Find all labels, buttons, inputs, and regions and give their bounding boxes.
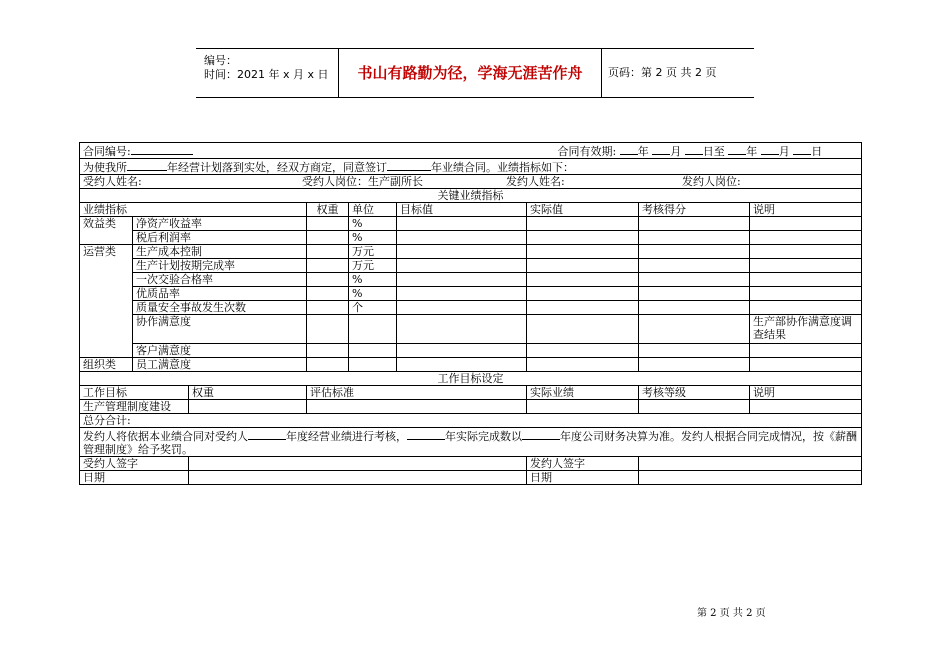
- kpi-name: 协作满意度: [133, 315, 307, 344]
- period-day1-field[interactable]: [685, 143, 703, 155]
- kpi-title-row: [80, 189, 862, 203]
- issuer-post-label: 发约人岗位:: [682, 175, 741, 188]
- kpi-weight-cell[interactable]: [307, 358, 349, 372]
- statement-part3: 年实际完成数以: [445, 430, 522, 443]
- header-slogan: 书山有路勤为径，学海无涯苦作舟: [338, 49, 602, 97]
- kpi-header-unit: 单位: [349, 203, 397, 217]
- work-criteria-cell[interactable]: [307, 400, 527, 414]
- kpi-target-cell[interactable]: [397, 344, 527, 358]
- work-goal: 生产管理制度建设: [80, 400, 189, 414]
- kpi-unit: 万元: [349, 259, 397, 273]
- issuer-date-label: 日期: [527, 471, 639, 485]
- assignee-date-label: 日期: [80, 471, 189, 485]
- period-day1-label: 日至: [702, 145, 725, 158]
- period-day2-label: 日: [811, 145, 823, 158]
- statement-part4: 年度公司财务决算为准。发约人根据合同完成情况，按《薪酬管理制度》给予奖罚。: [83, 430, 857, 456]
- kpi-actual-cell[interactable]: [527, 245, 639, 259]
- kpi-row: [80, 301, 862, 315]
- work-actual-cell[interactable]: [527, 400, 639, 414]
- period-day2-field[interactable]: [793, 143, 811, 155]
- kpi-note: [750, 217, 862, 231]
- kpi-unit: [349, 315, 397, 344]
- contract-number-field[interactable]: [131, 143, 193, 155]
- kpi-name: 员工满意度: [133, 358, 307, 372]
- kpi-actual-cell[interactable]: [527, 301, 639, 315]
- period-year2-field[interactable]: [728, 143, 746, 155]
- kpi-target-cell[interactable]: [397, 231, 527, 245]
- kpi-score-cell[interactable]: [639, 301, 750, 315]
- kpi-row: [80, 217, 862, 231]
- kpi-note: [750, 231, 862, 245]
- document-date-label: 时间：2021 年 x 月 x 日: [204, 68, 329, 81]
- kpi-name: 生产计划按期完成率: [133, 259, 307, 273]
- period-month2-label: 月: [778, 145, 790, 158]
- kpi-note: 生产部协作满意度调查结果: [750, 315, 862, 344]
- contract-info-row: [80, 143, 862, 159]
- performance-contract-table: [79, 142, 862, 485]
- work-header-score-note: [750, 386, 862, 400]
- kpi-weight-cell[interactable]: [307, 315, 349, 344]
- work-row: [80, 400, 862, 414]
- kpi-header-note: 说明: [750, 203, 862, 217]
- statement-text: [80, 428, 862, 457]
- work-score-cell[interactable]: [750, 400, 862, 414]
- intro-part2: 年经营计划落到实处，经双方商定，同意签订: [167, 161, 387, 174]
- kpi-unit: %: [349, 287, 397, 301]
- intro-row: [80, 159, 862, 175]
- kpi-name: 生产成本控制: [133, 245, 307, 259]
- page-header: [196, 48, 754, 98]
- kpi-weight-cell[interactable]: [307, 287, 349, 301]
- kpi-row: [80, 344, 862, 358]
- kpi-name: 质量安全事故发生次数: [133, 301, 307, 315]
- statement-part2: 年度经营业绩进行考核，: [286, 430, 407, 443]
- kpi-unit: %: [349, 273, 397, 287]
- kpi-header-target: 目标值: [397, 203, 527, 217]
- kpi-actual-cell[interactable]: [527, 273, 639, 287]
- kpi-header-score: 考核得分: [639, 203, 750, 217]
- issuer-sign-field[interactable]: [639, 457, 862, 471]
- statement-year1-field[interactable]: [248, 428, 286, 440]
- kpi-unit: [349, 358, 397, 372]
- issuer-sign-label: 发约人签字: [527, 457, 639, 471]
- work-header-grade: 考核等级: [639, 386, 750, 400]
- period-year1-label: 年: [637, 145, 649, 158]
- kpi-header-row: [80, 203, 862, 217]
- document-number-label: 编号：: [204, 54, 237, 67]
- kpi-note: [750, 301, 862, 315]
- statement-year3-field[interactable]: [522, 428, 560, 440]
- kpi-row: [80, 287, 862, 301]
- kpi-score-cell[interactable]: [639, 231, 750, 245]
- work-header-row: [80, 386, 862, 400]
- kpi-header-indicator: 业绩指标: [80, 203, 307, 217]
- kpi-actual-cell[interactable]: [527, 217, 639, 231]
- kpi-weight-cell[interactable]: [307, 217, 349, 231]
- total-row: [80, 414, 862, 428]
- kpi-name: 客户满意度: [133, 344, 307, 358]
- kpi-note: [750, 259, 862, 273]
- kpi-row: [80, 273, 862, 287]
- kpi-score-cell[interactable]: [639, 273, 750, 287]
- kpi-target-cell[interactable]: [397, 287, 527, 301]
- kpi-target-cell[interactable]: [397, 358, 527, 372]
- kpi-weight-cell[interactable]: [307, 344, 349, 358]
- contract-period-label: 合同有效期:: [557, 145, 617, 158]
- kpi-name: 净资产收益率: [133, 217, 307, 231]
- statement-row: [80, 428, 862, 457]
- kpi-note: [750, 344, 862, 358]
- kpi-score-cell[interactable]: [639, 245, 750, 259]
- kpi-unit: %: [349, 217, 397, 231]
- kpi-note: [750, 273, 862, 287]
- header-meta: [196, 49, 338, 97]
- work-grade-cell[interactable]: [639, 400, 750, 414]
- page-footer: 第 2 页 共 2 页: [697, 608, 766, 619]
- kpi-score-cell[interactable]: [639, 217, 750, 231]
- kpi-row: [80, 245, 862, 259]
- assignee-sign-label: 受约人签字: [80, 457, 189, 471]
- kpi-row: [80, 231, 862, 245]
- work-header-goal: 工作目标: [80, 386, 189, 400]
- work-weight-cell[interactable]: [189, 400, 307, 414]
- period-year2-label: 年: [746, 145, 758, 158]
- intro-part3: 年业绩合同。业绩指标如下：: [431, 161, 574, 174]
- kpi-score-cell[interactable]: [639, 358, 750, 372]
- kpi-unit: 万元: [349, 245, 397, 259]
- kpi-header-weight: 权重: [307, 203, 349, 217]
- kpi-target-cell[interactable]: [397, 259, 527, 273]
- total-label: 总分合计:: [80, 414, 862, 428]
- kpi-score-cell[interactable]: [639, 287, 750, 301]
- assignee-date-field[interactable]: [189, 471, 527, 485]
- category-efficiency: 效益类: [80, 217, 133, 245]
- kpi-unit: %: [349, 231, 397, 245]
- kpi-name: 一次交验合格率: [133, 273, 307, 287]
- contract-period: [558, 143, 823, 158]
- period-month1-label: 月: [670, 145, 682, 158]
- intro-part1: 为使我所: [83, 161, 127, 174]
- category-operation: 运营类: [80, 245, 133, 358]
- period-year1-field[interactable]: [620, 143, 638, 155]
- kpi-score-cell[interactable]: [639, 315, 750, 344]
- kpi-weight-cell[interactable]: [307, 231, 349, 245]
- assignee-post-label: 受约人岗位：生产副所长: [302, 175, 423, 188]
- date-row: [80, 471, 862, 485]
- period-month1-field[interactable]: [652, 143, 670, 155]
- work-title-row: [80, 372, 862, 386]
- kpi-score-cell[interactable]: [639, 259, 750, 273]
- kpi-weight-cell[interactable]: [307, 245, 349, 259]
- kpi-actual-cell[interactable]: [527, 358, 639, 372]
- kpi-name: 优质品率: [133, 287, 307, 301]
- kpi-actual-cell[interactable]: [527, 259, 639, 273]
- work-header-weight: 权重: [189, 386, 307, 400]
- kpi-weight-cell[interactable]: [307, 301, 349, 315]
- kpi-note: [750, 358, 862, 372]
- kpi-target-cell[interactable]: [397, 315, 527, 344]
- kpi-row: [80, 358, 862, 372]
- kpi-note: [750, 245, 862, 259]
- sign-row: [80, 457, 862, 471]
- statement-part1: 发约人将依据本业绩合同对受约人: [83, 430, 248, 443]
- contract-number-label: 合同编号:: [83, 145, 131, 158]
- work-header-criteria: 评估标准: [307, 386, 527, 400]
- kpi-row: [80, 259, 862, 273]
- header-page-label: 页码：第 2 页 共 2 页: [608, 66, 717, 79]
- period-month2-field[interactable]: [761, 143, 779, 155]
- kpi-actual-cell[interactable]: [527, 287, 639, 301]
- assignee-sign-field[interactable]: [189, 457, 527, 471]
- kpi-unit: 个: [349, 301, 397, 315]
- kpi-target-cell[interactable]: [397, 217, 527, 231]
- work-header-actual: 实际业绩: [527, 386, 639, 400]
- kpi-section-title: 关键业绩指标: [80, 189, 862, 203]
- kpi-note: [750, 287, 862, 301]
- kpi-target-cell[interactable]: [397, 301, 527, 315]
- kpi-actual-cell[interactable]: [527, 344, 639, 358]
- work-header-note: 说明: [753, 386, 775, 399]
- assignee-name-label: 受约人姓名:: [83, 175, 142, 188]
- kpi-actual-cell[interactable]: [527, 315, 639, 344]
- kpi-score-cell[interactable]: [639, 344, 750, 358]
- statement-year2-field[interactable]: [407, 428, 445, 440]
- kpi-actual-cell[interactable]: [527, 231, 639, 245]
- issuer-name-label: 发约人姓名:: [506, 175, 565, 188]
- work-section-title: 工作目标设定: [80, 372, 862, 386]
- kpi-weight-cell[interactable]: [307, 273, 349, 287]
- kpi-weight-cell[interactable]: [307, 259, 349, 273]
- parties-row: [80, 175, 862, 189]
- kpi-unit: [349, 344, 397, 358]
- kpi-header-actual: 实际值: [527, 203, 639, 217]
- intro-contract-year-field[interactable]: [387, 159, 431, 171]
- intro-year-field[interactable]: [127, 159, 167, 171]
- issuer-date-field[interactable]: [639, 471, 862, 485]
- kpi-name: 税后利润率: [133, 231, 307, 245]
- category-org: 组织类: [80, 358, 133, 372]
- kpi-target-cell[interactable]: [397, 273, 527, 287]
- kpi-target-cell[interactable]: [397, 245, 527, 259]
